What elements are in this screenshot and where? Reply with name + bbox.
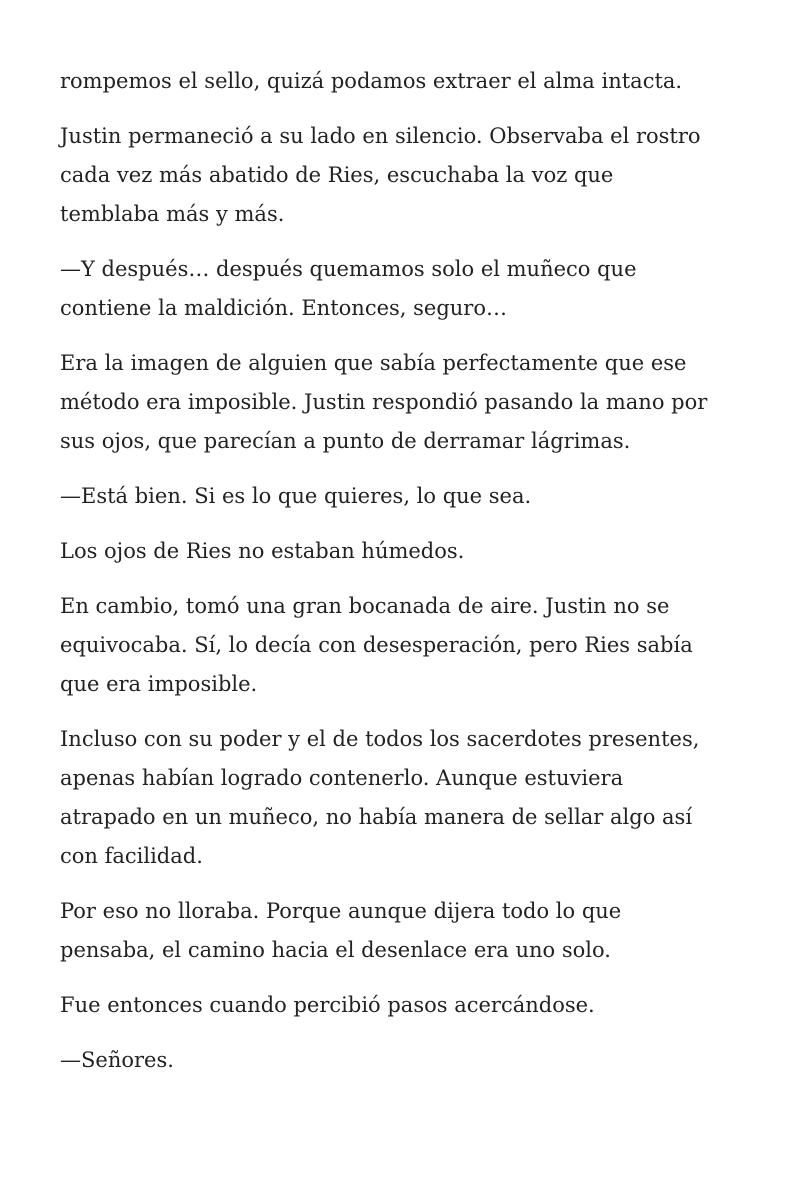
text-line: —Y después… después quemamos solo el muñeco que	[60, 257, 637, 281]
paragraph	[60, 587, 750, 704]
paragraph	[60, 532, 750, 571]
text-line: Por eso no lloraba. Porque aunque dijera todo lo que	[60, 899, 622, 923]
text-line: cada vez más abatido de Ries, escuchaba la voz que	[60, 163, 614, 187]
text-line: —Señores.	[60, 1048, 174, 1072]
paragraph	[60, 117, 750, 234]
text-line: En cambio, tomó una gran bocanada de aire. Justin no se	[60, 594, 670, 618]
text-line: rompemos el sello, quizá podamos extraer el alma intacta.	[60, 69, 683, 93]
paragraph	[60, 1041, 750, 1080]
text-line: Incluso con su poder y el de todos los sacerdotes presentes,	[60, 727, 700, 751]
text-line: Fue entonces cuando percibió pasos acercándose.	[60, 993, 595, 1017]
text-line: —Está bien. Si es lo que quieres, lo que sea.	[60, 484, 532, 508]
reading-page	[60, 62, 750, 1096]
text-line: apenas habían logrado contenerlo. Aunque estuviera	[60, 766, 624, 790]
text-line: atrapado en un muñeco, no había manera de sellar algo así	[60, 805, 693, 829]
text-line: que era imposible.	[60, 672, 258, 696]
paragraph	[60, 62, 750, 101]
paragraph	[60, 477, 750, 516]
paragraph	[60, 892, 750, 970]
paragraph	[60, 250, 750, 328]
text-line: con facilidad.	[60, 844, 203, 868]
paragraph	[60, 344, 750, 461]
paragraph	[60, 986, 750, 1025]
text-line: pensaba, el camino hacia el desenlace era uno solo.	[60, 938, 611, 962]
text-line: temblaba más y más.	[60, 202, 285, 226]
text-line: Los ojos de Ries no estaban húmedos.	[60, 539, 465, 563]
text-line: Justin permaneció a su lado en silencio. Observaba el rostro	[60, 124, 701, 148]
text-line: equivocaba. Sí, lo decía con desesperación, pero Ries sabía	[60, 633, 693, 657]
text-line: contiene la maldición. Entonces, seguro…	[60, 296, 507, 320]
text-line: método era imposible. Justin respondió pasando la mano por	[60, 390, 708, 414]
paragraph	[60, 720, 750, 876]
text-line: sus ojos, que parecían a punto de derramar lágrimas.	[60, 429, 631, 453]
text-line: Era la imagen de alguien que sabía perfectamente que ese	[60, 351, 687, 375]
